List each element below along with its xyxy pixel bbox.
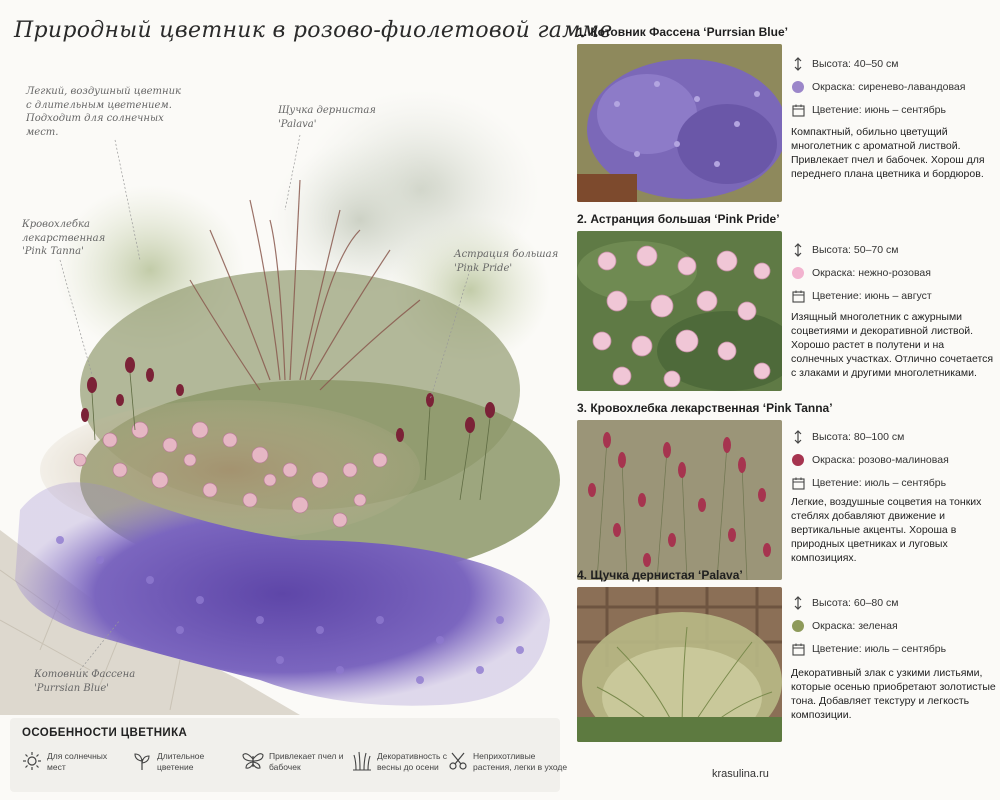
flowerbed-illustration — [0, 60, 560, 715]
plant-1-bloom-text: Цветение: июнь – сентябрь — [812, 104, 946, 116]
plant-2-height-text: Высота: 50–70 см — [812, 244, 899, 256]
height-arrows-icon — [791, 243, 805, 257]
color-dot-icon — [791, 453, 805, 467]
feature-item — [22, 751, 122, 772]
color-dot-icon — [791, 266, 805, 280]
plant-3-height-text: Высота: 80–100 см — [812, 431, 905, 443]
feature-item — [242, 751, 344, 772]
feature-label: Для солнечных мест — [47, 751, 108, 772]
plant-3-title: 3. Кровохлебка лекарственная ‘Pink Tanna’ — [577, 401, 833, 415]
scissors-icon — [448, 751, 468, 771]
annotation-kotovnik: Котовник Фассена 'Purrsian Blue' — [34, 669, 136, 694]
plant-4-color — [791, 619, 898, 633]
plant-2-bloom-text: Цветение: июнь – август — [812, 290, 932, 302]
plant-2-photo — [577, 231, 782, 391]
plant-3-color — [791, 453, 949, 467]
plant-1-title: 1. Котовник Фассена ‘Purrsian Blue’ — [577, 25, 788, 39]
plant-4-photo — [577, 587, 782, 742]
plant-1-height-text: Высота: 40–50 см — [812, 58, 899, 70]
feature-item — [448, 751, 573, 772]
plant-1-bloom — [791, 103, 946, 117]
plant-4-bloom-text: Цветение: июль – сентябрь — [812, 643, 947, 655]
plant-2-color-text: Окраска: нежно-розовая — [812, 267, 931, 279]
plant-3-bloom-text: Цветение: июль – сентябрь — [812, 477, 947, 489]
plant-2-description: Изящный многолетник с ажурными соцветиями и декоративной листвой. Хорошо растет в полутени и на солнечных участках. Отлично сочетается с злаками и другими многолетниками. — [791, 311, 994, 379]
plant-2-title: 2. Астранция большая ‘Pink Pride’ — [577, 212, 780, 226]
plant-1-color-text: Окраска: сиренево-лавандовая — [812, 81, 966, 93]
feature-item — [352, 751, 452, 772]
site-credit: krasulina.ru — [712, 768, 769, 780]
plant-4-height — [791, 596, 898, 610]
features-title: ОСОБЕННОСТИ ЦВЕТНИКА — [22, 727, 188, 739]
features-panel — [10, 718, 568, 792]
plant-4-height-text: Высота: 60–80 см — [812, 597, 899, 609]
plant-3-bloom — [791, 476, 946, 490]
height-arrows-icon — [791, 596, 805, 610]
plant-4-description: Декоративный злак с узкими листьями, которые осенью приобретают золотистые тона. Добавляет текстуру и легкость композиции. — [791, 667, 996, 721]
plant-3-color-text: Окраска: розово-малиновая — [812, 454, 949, 466]
plant-3-description: Легкие, воздушные соцветия на тонких стеблях добавляют движение и вертикальные акценты. Хороша в природных цветниках и луговых композициях. — [791, 496, 982, 564]
plant-4-title: 4. Щучка дернистая ‘Palava’ — [577, 568, 743, 582]
plant-1-color — [791, 80, 965, 94]
color-dot-icon — [791, 80, 805, 94]
calendar-icon — [791, 642, 805, 656]
plant-3-height — [791, 430, 904, 444]
plant-4-bloom — [791, 642, 946, 656]
feature-label: Декоративность с весны до осени — [377, 751, 448, 772]
page-title: Природный цветник в розово-фиолетовой гамме — [14, 18, 613, 43]
plant-2-color — [791, 266, 931, 280]
color-dot-icon — [791, 619, 805, 633]
feature-item — [132, 751, 232, 772]
feature-label: Длительное цветение — [157, 751, 205, 772]
plant-2-bloom — [791, 289, 932, 303]
annotation-krovokhlebka: Кровохлебка лекарственная 'Pink Tanna' — [22, 219, 106, 257]
calendar-icon — [791, 103, 805, 117]
calendar-icon — [791, 289, 805, 303]
plant-3-photo — [577, 420, 782, 580]
plant-1-photo — [577, 44, 782, 202]
plant-1-height — [791, 57, 898, 71]
annotation-main: Легкий, воздушный цветник с длительным цветением. Подходит для солнечных мест. — [26, 86, 181, 138]
grass-icon — [352, 751, 372, 771]
sun-icon — [22, 751, 42, 771]
height-arrows-icon — [791, 430, 805, 444]
butterfly-icon — [242, 751, 264, 771]
calendar-icon — [791, 476, 805, 490]
feature-label: Неприхотливые растения, легки в уходе — [473, 751, 568, 772]
height-arrows-icon — [791, 57, 805, 71]
sprout-icon — [132, 751, 152, 771]
annotation-astrantia: Астрация большая 'Pink Pride' — [454, 249, 559, 274]
plant-2-height — [791, 243, 898, 257]
plant-1-description: Компактный, обильно цветущий многолетник с ароматной листвой. Привлекает пчел и бабочек. Хорош для переднего плана цветника и бордюров. — [791, 126, 985, 180]
plant-4-color-text: Окраска: зеленая — [812, 620, 898, 632]
annotation-shchuchka: Щучка дернистая 'Palava' — [278, 105, 376, 130]
feature-label: Привлекает пчел и бабочек — [269, 751, 344, 772]
